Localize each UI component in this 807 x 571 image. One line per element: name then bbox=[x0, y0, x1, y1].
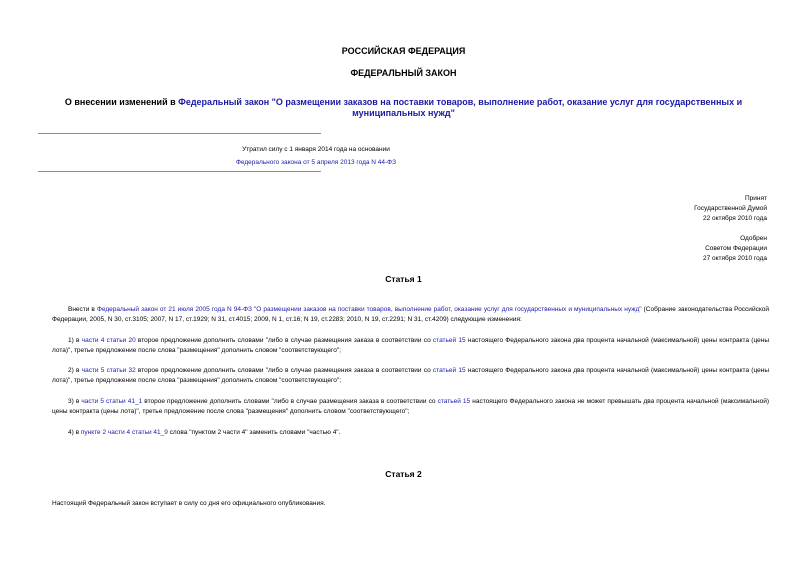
approved-label: Одобрен bbox=[740, 235, 767, 242]
adopted-by: Государственной Думой bbox=[694, 205, 767, 212]
article-1-item-1: 1) в части 4 статьи 20 второе предложение дополнить словами "либо в случае размещения заказа в соответствии со статьей 15 настоящего Федерального закона два процента начальной (максимальной) цены контракта (цены лота)", третье предложение после слова "размещения" дополнить словом "соответствующего"; bbox=[52, 337, 769, 354]
repeal-law-link[interactable]: Федерального закона от 5 апреля 2013 года N 44-ФЗ bbox=[235, 159, 397, 166]
item-2-part-link[interactable]: части 5 статьи 32 bbox=[81, 367, 136, 374]
item-1-article-link[interactable]: статьей 15 bbox=[432, 337, 466, 344]
article-1-item-2: 2) в части 5 статьи 32 второе предложение дополнить словами "либо в случае размещения заказа в соответствии со статьей 15 настоящего Федерального закона два процента начальной (максимальной) цены контракта (цены лота)", третье предложение после слова "размещения" дополнить словом "соответствующего"; bbox=[52, 367, 769, 384]
approved-by: Советом Федерации bbox=[705, 245, 767, 252]
adopted-date: 22 октября 2010 года bbox=[702, 215, 767, 222]
article-1-item-3: 3) в части 5 статьи 41_1 второе предложение дополнить словами "либо в случае размещения заказа в соответствии со статьей 15 настоящего Федерального закона не может превышать два процента начальной (максимальной) цены контракта (цены лота)", третье предложение после слова "размещения" дополнить словом "соответствующего"; bbox=[52, 398, 769, 415]
approved-date: 27 октября 2010 года bbox=[702, 255, 767, 262]
law-type-heading: ФЕДЕРАЛЬНЫЙ ЗАКОН bbox=[350, 68, 457, 78]
subject-prefix: О внесении изменений в bbox=[64, 97, 179, 107]
item-4-part-link[interactable]: пункте 2 части 4 статьи 41_9 bbox=[80, 429, 168, 436]
top-divider bbox=[38, 133, 321, 134]
repeal-note-text: Утратил силу с 1 января 2014 года на основании bbox=[242, 146, 390, 153]
amended-law-link[interactable]: Федеральный закон от 21 июля 2005 года N 94-ФЗ "О размещении заказов на поставки товаров, выполнение работ, оказание услуг для государственных и муниципальных нужд" bbox=[96, 306, 642, 313]
item-3-part-link[interactable]: части 5 статьи 41_1 bbox=[81, 398, 143, 405]
law-subject-title bbox=[60, 97, 747, 119]
article-1-intro: Внести в Федеральный закон от 21 июля 2005 года N 94-ФЗ "О размещении заказов на поставки товаров, выполнение работ, оказание услуг для государственных и муниципальных нужд" (Собрание законодательства Российской Федерации, 2005, N 30, ст.3105; 2007, N 17, ст.1929; N 31, ст.4015; 2009, N 1, ст.16; N 19, ст.2283; 2010, N 19, ст.2291; N 31, ст.4209) следующие изменения: bbox=[52, 306, 769, 323]
repeal-note bbox=[38, 143, 594, 169]
article-1-title: Статья 1 bbox=[385, 274, 422, 284]
article-1-item-4: 4) в пункте 2 части 4 статьи 41_9 слова "пунктом 2 части 4" заменить словами "частью 4". bbox=[68, 429, 341, 436]
approval-block bbox=[703, 234, 767, 264]
item-2-article-link[interactable]: статьей 15 bbox=[432, 367, 466, 374]
item-1-part-link[interactable]: части 4 статьи 20 bbox=[81, 337, 136, 344]
country-heading: РОССИЙСКАЯ ФЕДЕРАЦИЯ bbox=[341, 46, 466, 56]
article-2-title: Статья 2 bbox=[385, 469, 422, 479]
item-3-article-link[interactable]: статьей 15 bbox=[437, 398, 471, 405]
article-2-text: Настоящий Федеральный закон вступает в силу со дня его официального опубликования. bbox=[52, 500, 326, 507]
adopted-label: Принят bbox=[744, 195, 767, 202]
subject-law-link[interactable]: Федеральный закон "О размещении заказов на поставки товаров, выполнение работ, оказание услуг для государственных и муниципальных нужд" bbox=[178, 97, 743, 118]
bottom-divider bbox=[38, 171, 321, 172]
adoption-block bbox=[694, 194, 767, 224]
